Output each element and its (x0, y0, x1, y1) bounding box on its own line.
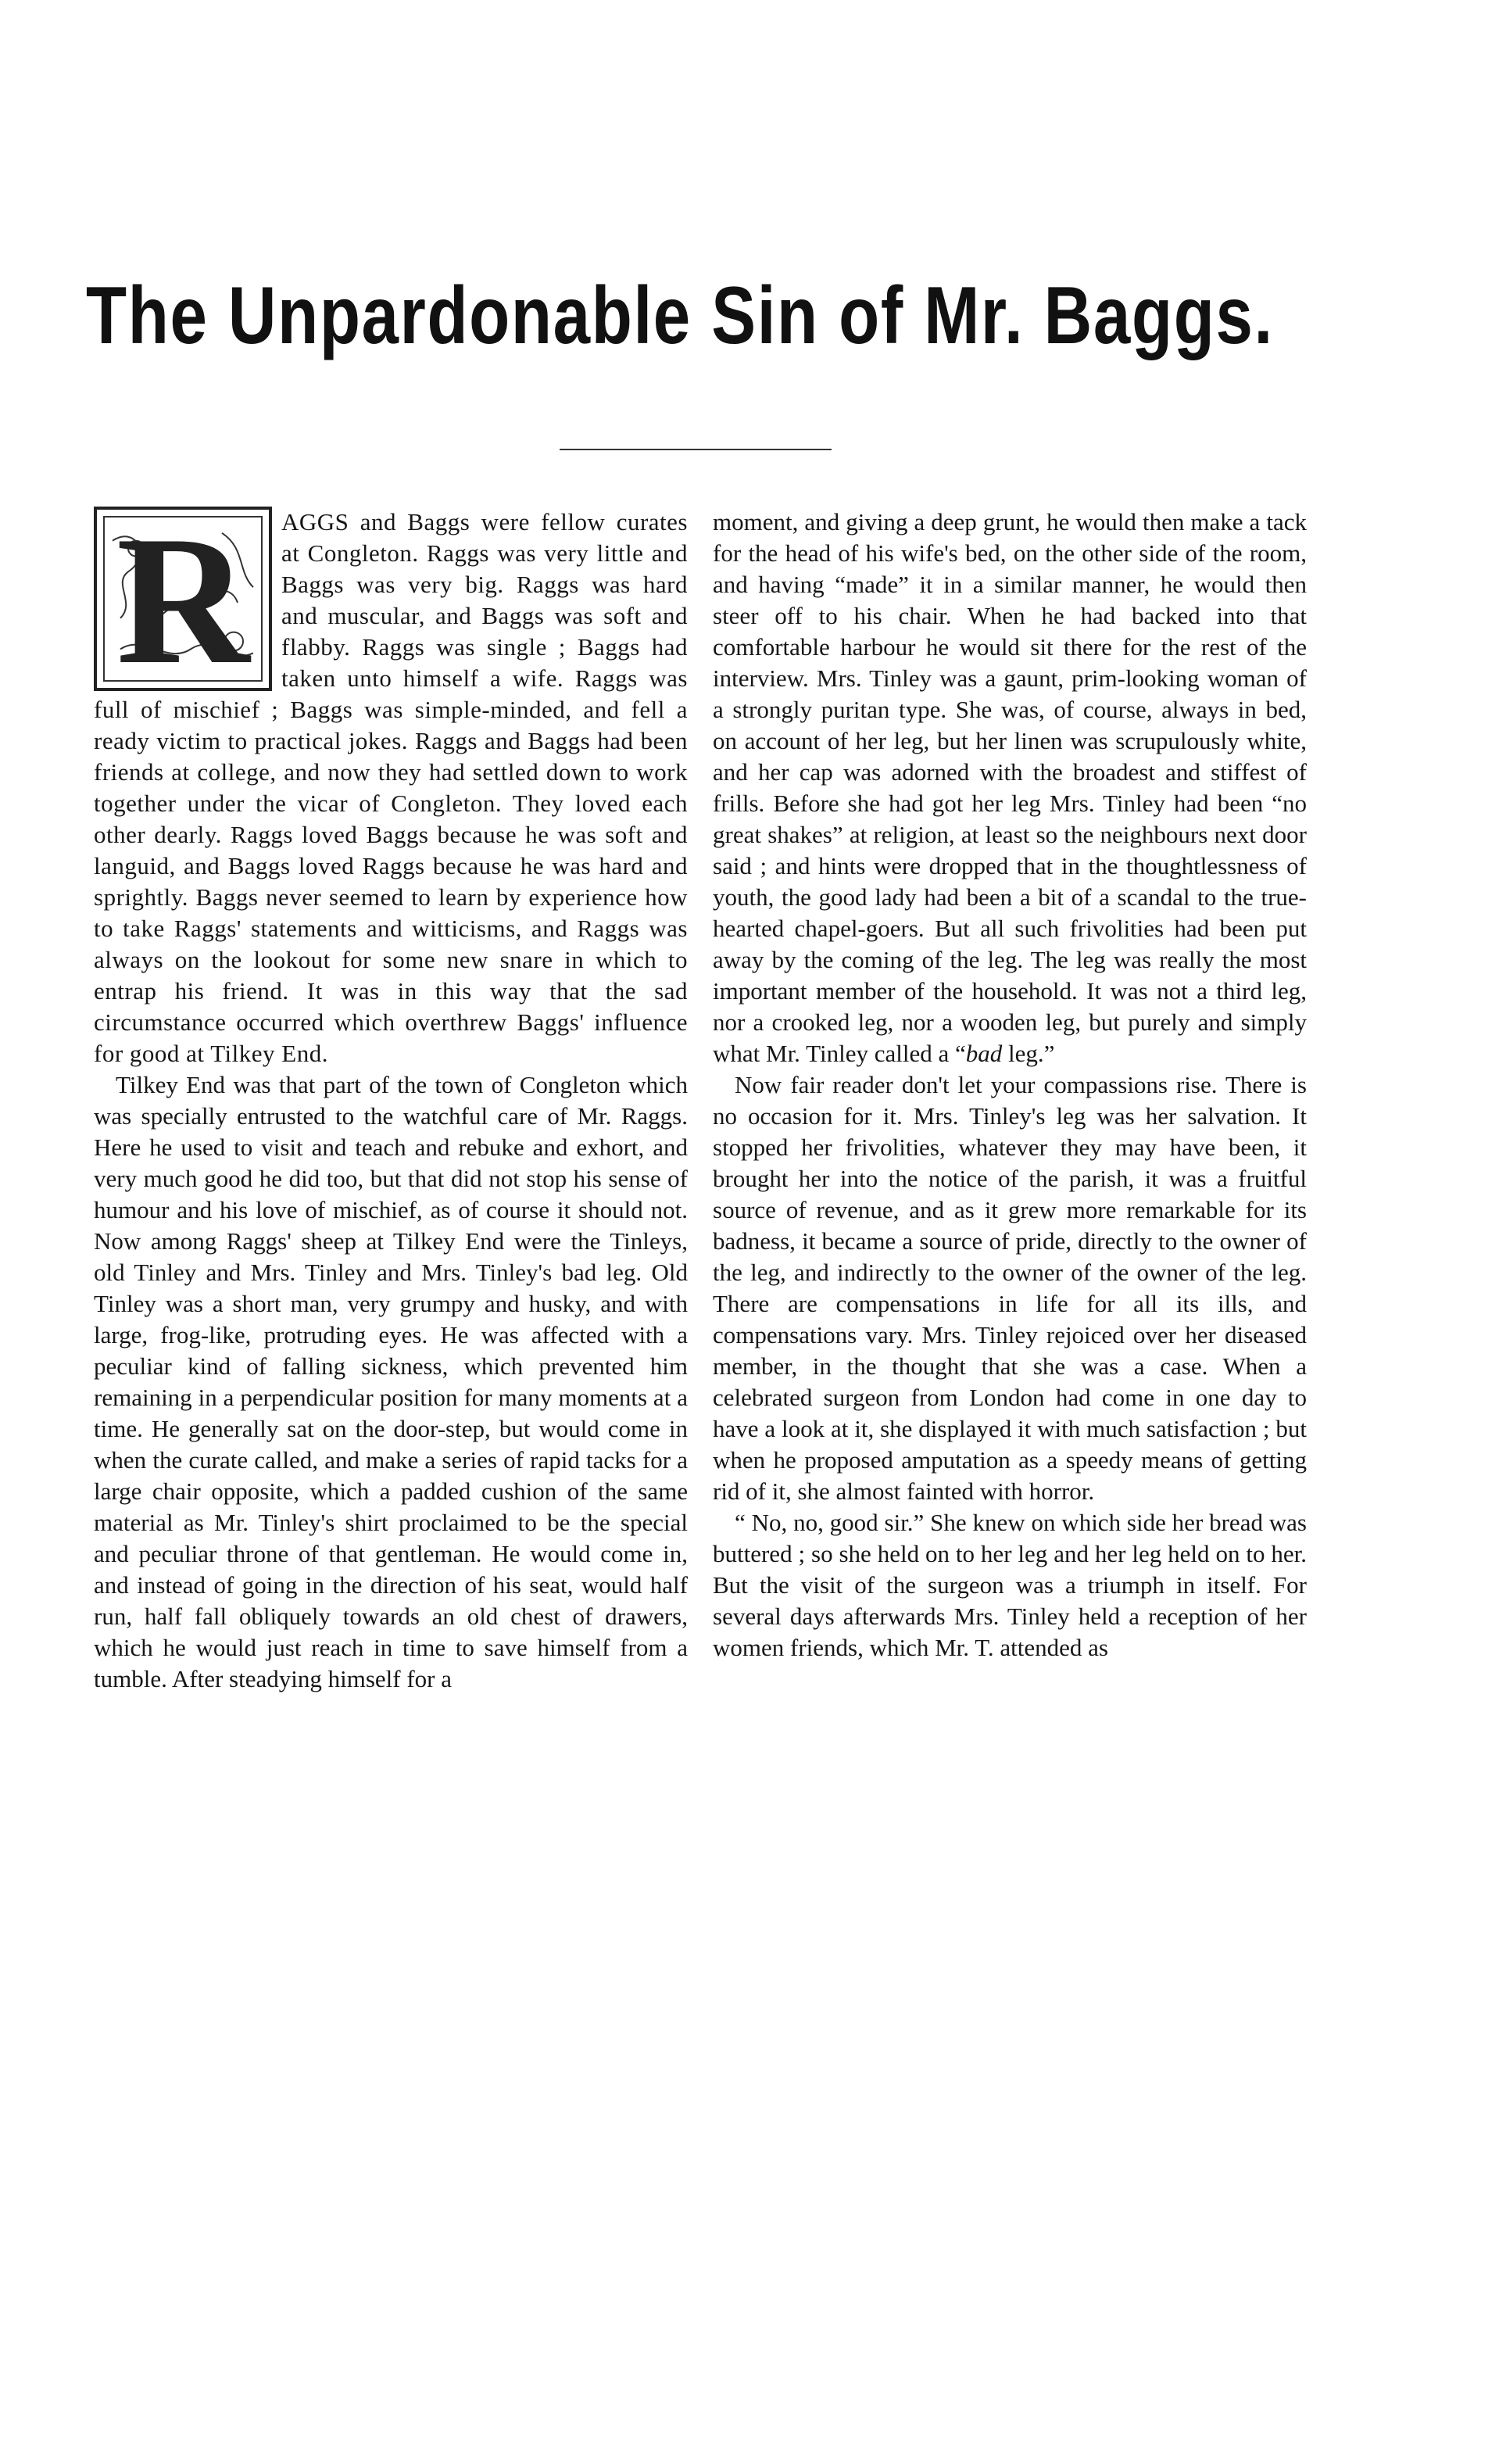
title-divider (560, 449, 832, 450)
article-title: The Unpardonable Sin of Mr. Baggs. (86, 270, 1274, 361)
ornamental-initial-icon (94, 507, 272, 691)
dropcap-letter: R (116, 516, 250, 682)
opening-paragraph (94, 507, 688, 1069)
paragraph-moment-text: moment, and giving a deep grunt, he would then make a tack for the head of his wife's bed, on the other side of the room, and having “made” it in a similar manner, he would then steer off to his chair. When he had backed into that comfortable harbour he would sit there for the rest of the interview. Mrs. Tinley was a gaunt, prim-looking woman of a strongly puritan type. She was, of course, always in bed, on account of her leg, but her linen was scrupulously white, and her cap was adorned with the broadest and stiffest of frills. Before she had got her leg Mrs. Tinley had been “no great shakes” at religion, at least so the neighbours next door said ; and hints were dropped that in the thoughtlessness of youth, the good lady had been a bit of a scandal to the true-hearted chapel-goers. But all such frivolities had been put away by the coming of the leg. The leg was really the most important member of the household. It was not a third leg, nor a crooked leg, nor a wooden leg, but purely and simply what Mr. Tinley called a “ (713, 508, 1307, 1067)
paragraph-moment (713, 507, 1307, 1069)
opening-text: AGGS and Baggs were fellow curates at Congleton. Raggs was very little and Baggs was very big. Raggs was hard and muscular, and Baggs was soft and flabby. Raggs was single ; Baggs had taken unto himself a wife. Raggs was full of mischief ; Baggs was simple-minded, and fell a ready victim to practical jokes. Raggs and Baggs had been friends at college, and now they had settled down to work together under the vicar of Congleton. They loved each other dearly. Raggs loved Baggs because he was soft and languid, and Baggs loved Raggs because he was hard and sprightly. Baggs never seemed to learn by experience how to take Raggs' statements and witticisms, and Raggs was always on the lookout for some new snare in which to entrap his friend. It was in this way that the sad circumstance occurred which overthrew Baggs' influence for good at Tilkey End. (94, 508, 688, 1067)
paragraph-compassions: Now fair reader don't let your compassions rise. There is no occasion for it. Mrs. Tinley's leg was her salvation. It stopped her frivolities, whatever they may have been, it brought her into the notice of the parish, it was a fruitful source of revenue, and as it grew more remarkable for its badness, it became a source of pride, directly to the owner of the leg, and indirectly to the owner of the owner of the leg. There are compensations in life for all its ills, and compensations vary. Mrs. Tinley rejoiced over her diseased member, in the thought that she was a case. When a celebrated surgeon from London had come in one day to have a look at it, she displayed it with much satisfaction ; but when he proposed amputation as a speedy means of getting rid of it, she almost fainted with horror. (713, 1071, 1307, 1505)
left-column (94, 507, 688, 1695)
italic-bad: bad (965, 1040, 1003, 1067)
paragraph-no-no: “ No, no, good sir.” She knew on which side her bread was buttered ; so she held on to her leg and her leg held on to her. But the visit of the surgeon was a triumph in itself. For several days afterwards Mrs. Tinley held a reception of her women friends, which Mr. T. attended as (713, 1509, 1307, 1661)
paragraph-moment-end: leg.” (1002, 1040, 1055, 1067)
right-column (713, 507, 1307, 1664)
paragraph-tilkey-end: Tilkey End was that part of the town of Congleton which was specially entrusted to the watchful care of Mr. Raggs. Here he used to visit and teach and rebuke and exhort, and very much good he did too, but that did not stop his sense of humour and his love of mischief, as of course it should not. Now among Raggs' sheep at Tilkey End were the Tinleys, old Tinley and Mrs. Tinley and Mrs. Tinley's bad leg. Old Tinley was a short man, very grumpy and husky, and with large, frog-like, protruding eyes. He was affected with a peculiar kind of falling sickness, which prevented him remaining in a perpendicular position for many moments at a time. He generally sat on the door-step, but would come in when the curate called, and make a series of rapid tacks for a large chair opposite, which a padded cushion of the same material as Mr. Tinley's shirt proclaimed to be the special and peculiar throne of that gentleman. He would come in, and instead of going in the direction of his seat, would half run, half fall obliquely towards an old chest of drawers, which he would just reach in time to save himself from a tumble. After steadying himself for a (94, 1071, 688, 1692)
